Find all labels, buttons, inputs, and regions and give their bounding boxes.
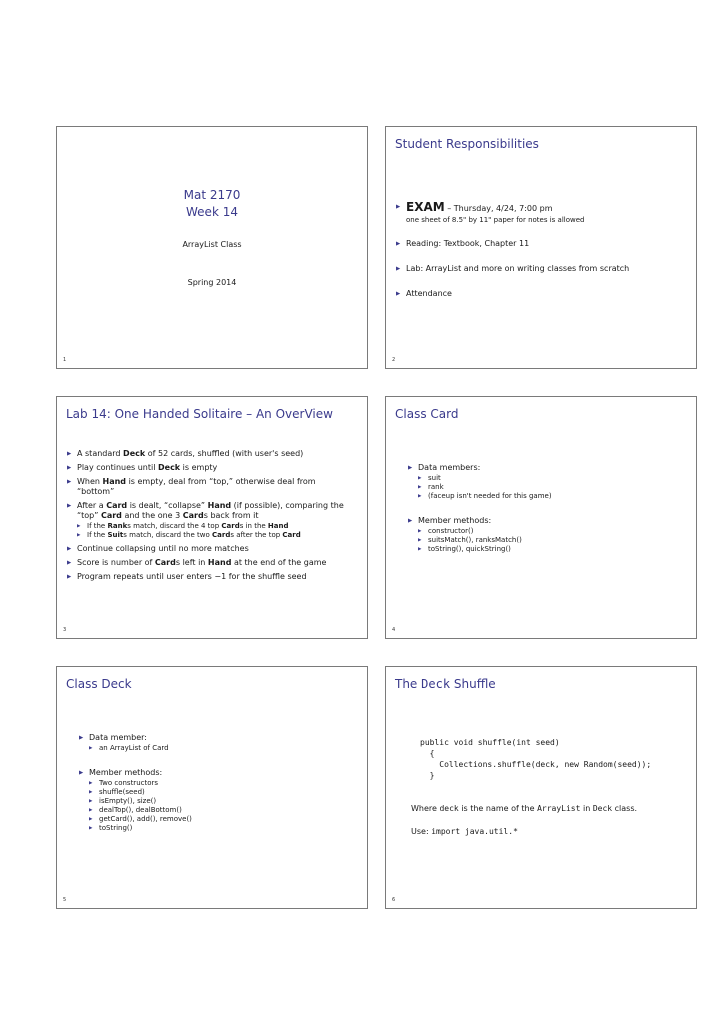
sub-item: ▶ an ArrayList of Card <box>89 744 349 753</box>
code-line: } <box>420 771 435 780</box>
list-item-exam <box>396 201 686 225</box>
list-item-member-methods: ▶ Member methods: ▶ Two constructors ▶ shuffle(seed) ▶ isEmpty(), size() ▶ dealTop(), dealBottom() ▶ getCard(), add(), remove() ▶ toString() <box>79 768 349 833</box>
slide-1 <box>56 126 368 369</box>
list-item: ▶ After a Card is dealt, “collapse” Hand (if possible), comparing the “top” Card and the one 3 Cards back from it ▶ If the Ranks match, discard the 4 top Cards in the Hand ▶ If the Suits match, discard the two Cards after the top Card <box>67 501 347 540</box>
list-item: ▶ Attendance <box>396 289 686 299</box>
sub-item: ▶ If the Suits match, discard the two Cards after the top Card <box>77 531 347 540</box>
page-number: 1 <box>63 357 67 363</box>
sub-item: ▶ shuffle(seed) <box>89 788 349 797</box>
list-item: ▶ A standard Deck of 52 cards, shuffled (with user's seed) <box>67 449 347 459</box>
page-number: 3 <box>63 627 67 633</box>
slide-5 <box>56 666 368 909</box>
list-item: ▶ Play continues until Deck is empty <box>67 463 347 473</box>
code-line: { <box>420 749 435 758</box>
slide-1-week: Week 14 <box>186 205 238 219</box>
slide-1-course: Mat 2170 <box>183 188 241 202</box>
page-number: 6 <box>392 897 396 903</box>
sub-list <box>418 527 678 554</box>
list-item: ▶ Continue collapsing until no more matches <box>67 544 347 554</box>
list-item-data-member: ▶ Data member: ▶ an ArrayList of Card <box>79 733 349 753</box>
slide-2 <box>385 126 697 369</box>
list-item: ▶ Reading: Textbook, Chapter 11 <box>396 239 686 249</box>
slide-title: Student Responsibilities <box>395 137 539 151</box>
sub-list <box>89 744 349 753</box>
deck-members-list <box>79 733 349 833</box>
list-item: ▶ Program repeats until user enters −1 for the shuffle seed <box>67 572 347 582</box>
exam-label: EXAM <box>406 200 445 214</box>
sub-item: ▶ dealTop(), dealBottom() <box>89 806 349 815</box>
sub-item: ▶ Two constructors <box>89 779 349 788</box>
slide-3 <box>56 396 368 639</box>
code-block <box>420 737 651 781</box>
sub-item: ▶ suit <box>418 474 678 483</box>
slide-title: The Deck Shuffle <box>395 677 496 691</box>
sub-item: ▶ toString(), quickString() <box>418 545 678 554</box>
slide-1-topic: ArrayList Class <box>182 240 242 249</box>
responsibility-list <box>396 201 686 299</box>
sub-item: ▶ constructor() <box>418 527 678 536</box>
list-item: ▶ Score is number of Cards left in Hand at the end of the game <box>67 558 347 568</box>
sub-item: ▶ If the Ranks match, discard the 4 top Cards in the Hand <box>77 522 347 531</box>
list-item: ▶ When Hand is empty, deal from “top,” otherwise deal from “bottom” <box>67 477 347 497</box>
exam-date: – Thursday, 4/24, 7:00 pm <box>444 204 553 213</box>
exam-note: one sheet of 8.5" by 11" paper for notes is allowed <box>406 216 585 224</box>
code-line: Collections.shuffle(deck, new Random(seed)); <box>420 760 652 769</box>
list-item-data-members: ▶ Data members: ▶ suit ▶ rank ▶ (faceup isn't needed for this game) <box>408 463 678 501</box>
sub-item: ▶ isEmpty(), size() <box>89 797 349 806</box>
slide-title: Class Card <box>395 407 459 421</box>
slide-6 <box>385 666 697 909</box>
page-number: 2 <box>392 357 396 363</box>
sub-list <box>418 474 678 501</box>
list-item: ▶ Lab: ArrayList and more on writing classes from scratch <box>396 264 686 274</box>
overview-list <box>67 449 347 582</box>
slide-1-term: Spring 2014 <box>187 278 237 287</box>
card-members-list <box>408 463 678 554</box>
page-number: 5 <box>63 897 67 903</box>
sub-item: ▶ suitsMatch(), ranksMatch() <box>418 536 678 545</box>
sub-item: ▶ getCard(), add(), remove() <box>89 815 349 824</box>
list-item-member-methods: ▶ Member methods: ▶ constructor() ▶ suitsMatch(), ranksMatch() ▶ toString(), quickString() <box>408 516 678 554</box>
sub-list <box>77 522 347 540</box>
slide-title: Class Deck <box>66 677 132 691</box>
sub-list <box>89 779 349 833</box>
sub-item: ▶ (faceup isn't needed for this game) <box>418 492 678 501</box>
sub-item: ▶ toString() <box>89 824 349 833</box>
page-number: 4 <box>392 627 396 633</box>
slide-4 <box>385 396 697 639</box>
sub-item: ▶ rank <box>418 483 678 492</box>
slide-title: Lab 14: One Handed Solitaire – An OverView <box>66 407 333 421</box>
use-note: Use: import java.util.* <box>411 827 518 836</box>
where-note: Where deck is the name of the ArrayList in Deck class. <box>411 804 638 813</box>
code-line: public void shuffle(int seed) <box>420 738 560 747</box>
